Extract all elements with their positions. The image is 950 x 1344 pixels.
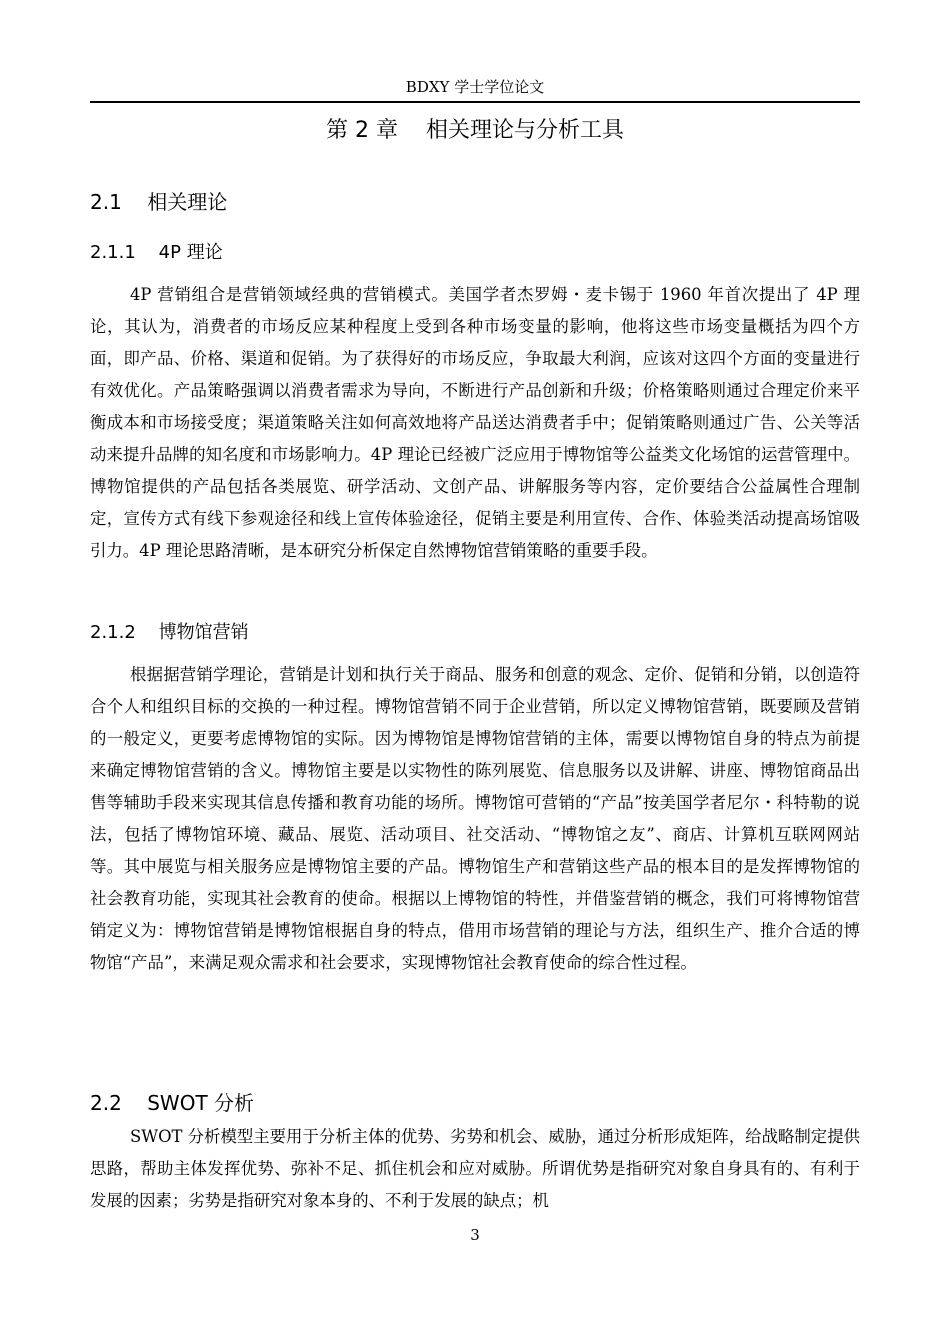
page-number: 3	[470, 1226, 480, 1244]
header-rule	[90, 101, 860, 103]
section-heading-2-1-2: 2.1.2 博物馆营销	[90, 622, 249, 643]
section-heading-2-2: 2.2 SWOT 分析	[90, 1091, 255, 1115]
paragraph-swot: SWOT 分析模型主要用于分析主体的优势、劣势和机会、威胁，通过分析形成矩阵，给战略制定提供思路，帮助主体发挥优势、弥补不足、抓住机会和应对威胁。所谓优势是指研究对象自身具有的、有利于发展的因素；劣势是指研究对象本身的、不利于发展的缺点；机	[90, 1127, 860, 1210]
running-header: BDXY 学士学位论文	[405, 78, 545, 96]
section-heading-2-1-1: 2.1.1 4P 理论	[90, 242, 223, 263]
chapter-title: 第 2 章 相关理论与分析工具	[326, 118, 624, 143]
paragraph-museum-marketing: 根据据营销学理论，营销是计划和执行关于商品、服务和创意的观念、定价、促销和分销，以创造符合个人和组织目标的交换的一种过程。博物馆营销不同于企业营销，所以定义博物馆营销，既要顾及营销的一般定义，更要考虑博物馆的实际。因为博物馆是博物馆营销的主体，需要以博物馆自身的特点为前提来确定博物馆营销的含义。博物馆主要是以实物性的陈列展览、信息服务以及讲解、讲座、博物馆商品出售等辅助手段来实现其信息传播和教育功能的场所。博物馆可营销的“产品”按美国学者尼尔・科特勒的说法，包括了博物馆环境、藏品、展览、活动项目、社交活动、“博物馆之友”、商店、计算机互联网网站等。其中展览与相关服务应是博物馆主要的产品。博物馆生产和营销这些产品的根本目的是发挥博物馆的社会教育功能，实现其社会教育的使命。根据以上博物馆的特性，并借鉴营销的概念，我们可将博物馆营销定义为：博物馆营销是博物馆根据自身的特点，借用市场营销的理论与方法，组织生产、推介合适的博物馆“产品”，来满足观众需求和社会要求，实现博物馆社会教育使命的综合性过程。	[90, 665, 860, 972]
paragraph-4p-theory: 4P 营销组合是营销领域经典的营销模式。美国学者杰罗姆・麦卡锡于 1960 年首次提出了 4P 理论，其认为，消费者的市场反应某种程度上受到各种市场变量的影响，他将这些市场变量概括为四个方面，即产品、价格、渠道和促销。为了获得好的市场反应，争取最大利润，应该对这四个方面的变量进行有效优化。产品策略强调以消费者需求为导向，不断进行产品创新和升级；价格策略则通过合理定价来平衡成本和市场接受度；渠道策略关注如何高效地将产品送达消费者手中；促销策略则通过广告、公关等活动来提升品牌的知名度和市场影响力。4P 理论已经被广泛应用于博物馆等公益类文化场馆的运营管理中。博物馆提供的产品包括各类展览、研学活动、文创产品、讲解服务等内容，定价要结合公益属性合理制定，宣传方式有线下参观途径和线上宣传体验途径，促销主要是利用宣传、合作、体验类活动提高场馆吸引力。4P 理论思路清晰，是本研究分析保定自然博物馆营销策略的重要手段。	[90, 285, 860, 560]
section-heading-2-1: 2.1 相关理论	[90, 190, 228, 214]
